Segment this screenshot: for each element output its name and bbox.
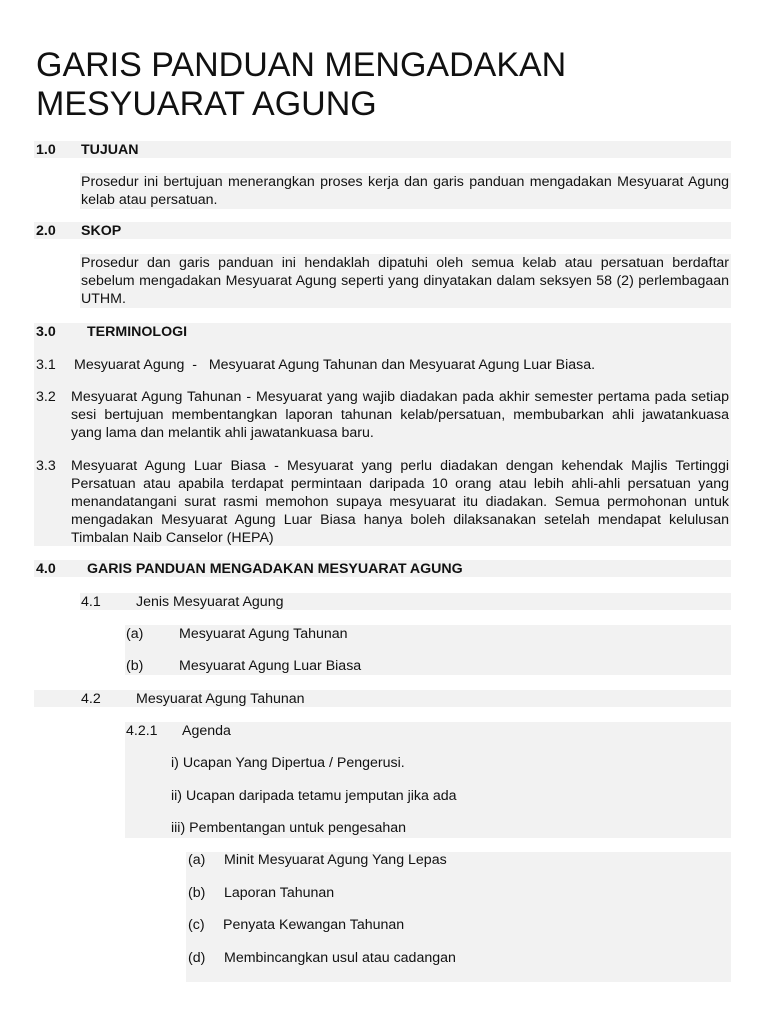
term-3-1-number: 3.1 (36, 357, 56, 373)
agenda-sub-d-text: Membincangkan usul atau cadangan (224, 950, 456, 966)
subsection-4-2-text: Mesyuarat Agung Tahunan (136, 691, 305, 707)
agenda-sub-d-label: (d) (188, 950, 206, 966)
term-3-3-number: 3.3 (36, 458, 56, 474)
agenda-item-1: i) Ucapan Yang Dipertua / Pengerusi. (171, 755, 405, 771)
document-title: GARIS PANDUAN MENGADAKAN MESYUARAT AGUNG (36, 46, 567, 123)
term-3-2-number: 3.2 (36, 389, 56, 405)
type-a-text: Mesyuarat Agung Tahunan (179, 626, 348, 642)
subsection-4-1-text: Jenis Mesyuarat Agung (136, 594, 284, 610)
section-1-body: Prosedur ini bertujuan menerangkan proses kerja dan garis panduan mengadakan Mesyuarat Agung kelab atau persatuan. (81, 174, 729, 208)
type-a-label: (a) (126, 626, 144, 642)
type-b-label: (b) (126, 658, 144, 674)
term-3-3-text: Mesyuarat Agung Luar Biasa - Mesyuarat yang perlu diadakan dengan kehendak Majlis Tertinggi Persatuan atau apabila terdapat permintaan daripada 10 orang atau lebih ahli-ahli persatuan yang menandatangani surat rasmi memohon supaya mesyuarat itu diadakan. Semua permohonan untuk mengadakan Mesyuarat Agung Luar Biasa hanya boleh dilaksanakan setelah mendapat kelulusan Timbalan Naib Canselor (HEPA) (71, 458, 729, 546)
subsection-4-2-1-text: Agenda (182, 723, 231, 739)
subsection-4-2-1-number: 4.2.1 (126, 723, 158, 739)
section-2-heading: SKOP (81, 223, 122, 239)
section-3-heading: TERMINOLOGI (87, 324, 188, 340)
section-1-heading: TUJUAN (81, 142, 139, 158)
agenda-sub-b-text: Laporan Tahunan (224, 885, 335, 901)
section-4-number: 4.0 (36, 561, 56, 577)
term-3-1-text: Mesyuarat Agung - Mesyuarat Agung Tahunan dan Mesyuarat Agung Luar Biasa. (74, 357, 596, 373)
section-1-number: 1.0 (36, 142, 56, 158)
section-4-heading: GARIS PANDUAN MENGADAKAN MESYUARAT AGUNG (87, 561, 463, 577)
subsection-4-1-number: 4.1 (81, 594, 101, 610)
agenda-sub-c-text: Penyata Kewangan Tahunan (223, 917, 405, 933)
band-1 (34, 141, 731, 158)
agenda-sub-a-text: Minit Mesyuarat Agung Yang Lepas (224, 852, 447, 868)
section-3-number: 3.0 (36, 324, 56, 340)
type-b-text: Mesyuarat Agung Luar Biasa (179, 658, 362, 674)
agenda-sub-c-label: (c) (188, 917, 205, 933)
term-3-2-text: Mesyuarat Agung Tahunan - Mesyuarat yang wajib diadakan pada akhir semester pertama pada setiap sesi bertujuan membentangkan laporan tahunan kelab/persatuan, membubarkan ahli jawatankuasa yang lama dan melantik ahli jawatankuasa baru. (71, 389, 729, 441)
section-2-body: Prosedur dan garis panduan ini hendaklah dipatuhi oleh semua kelab atau persatuan berdaftar sebelum mengadakan Mesyuarat Agung seperti yang dinyatakan dalam seksyen 58 (2) perlembagaan UTHM. (81, 255, 729, 307)
section-2-number: 2.0 (36, 223, 56, 239)
agenda-item-3: iii) Pembentangan untuk pengesahan (171, 820, 407, 836)
agenda-item-2: ii) Ucapan daripada tetamu jemputan jika ada (171, 788, 457, 804)
band-2 (34, 222, 731, 239)
subsection-4-2-number: 4.2 (81, 691, 101, 707)
agenda-sub-a-label: (a) (188, 852, 206, 868)
agenda-sub-b-label: (b) (188, 885, 206, 901)
